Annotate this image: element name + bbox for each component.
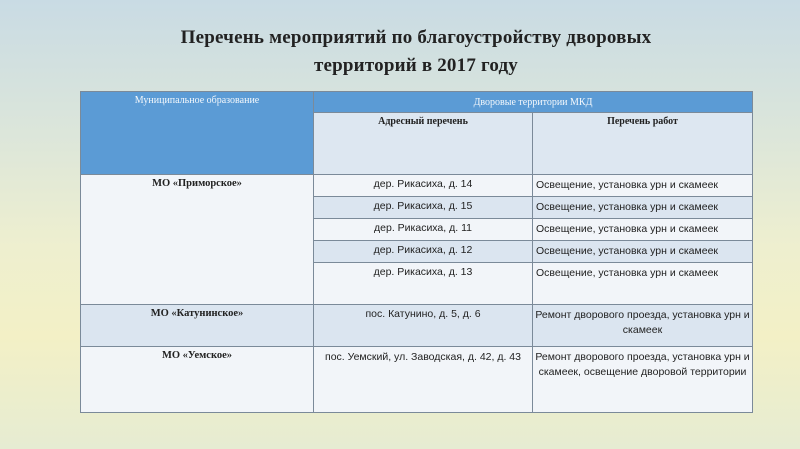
address-cell: дер. Рикасиха, д. 14 — [314, 175, 533, 197]
work-cell: Освещение, установка урн и скамеек — [533, 241, 753, 263]
mo-cell: МО «Приморское» — [81, 175, 314, 305]
address-cell: пос. Катунино, д. 5, д. 6 — [314, 305, 533, 347]
work-cell: Ремонт дворового проезда, установка урн и скамеек — [533, 305, 753, 347]
header-address-list: Адресный перечень — [314, 113, 533, 175]
work-cell: Ремонт дворового проезда, установка урн и скамеек, освещение дворовой территории — [533, 347, 753, 413]
address-cell: дер. Рикасиха, д. 12 — [314, 241, 533, 263]
address-cell: пос. Уемский, ул. Заводская, д. 42, д. 43 — [314, 347, 533, 413]
mo-cell: МО «Уемское» — [81, 347, 314, 413]
page-title — [80, 24, 752, 80]
title-line-1: Перечень мероприятий по благоустройству дворовых — [180, 27, 652, 48]
table-row — [81, 175, 753, 197]
events-table — [80, 91, 753, 413]
mo-cell: МО «Катунинское» — [81, 305, 314, 347]
address-cell: дер. Рикасиха, д. 13 — [314, 263, 533, 305]
address-cell: дер. Рикасиха, д. 15 — [314, 197, 533, 219]
work-cell: Освещение, установка урн и скамеек — [533, 175, 753, 197]
title-line-2: территорий в 2017 году — [313, 55, 519, 76]
work-cell: Освещение, установка урн и скамеек — [533, 263, 753, 305]
header-municipality: Муниципальное образование — [81, 92, 314, 175]
table-row — [81, 347, 753, 413]
header-row — [81, 92, 753, 113]
work-cell: Освещение, установка урн и скамеек — [533, 197, 753, 219]
header-work-list: Перечень работ — [533, 113, 753, 175]
header-yards: Дворовые территории МКД — [314, 92, 753, 113]
work-cell: Освещение, установка урн и скамеек — [533, 219, 753, 241]
address-cell: дер. Рикасиха, д. 11 — [314, 219, 533, 241]
table-row — [81, 305, 753, 347]
